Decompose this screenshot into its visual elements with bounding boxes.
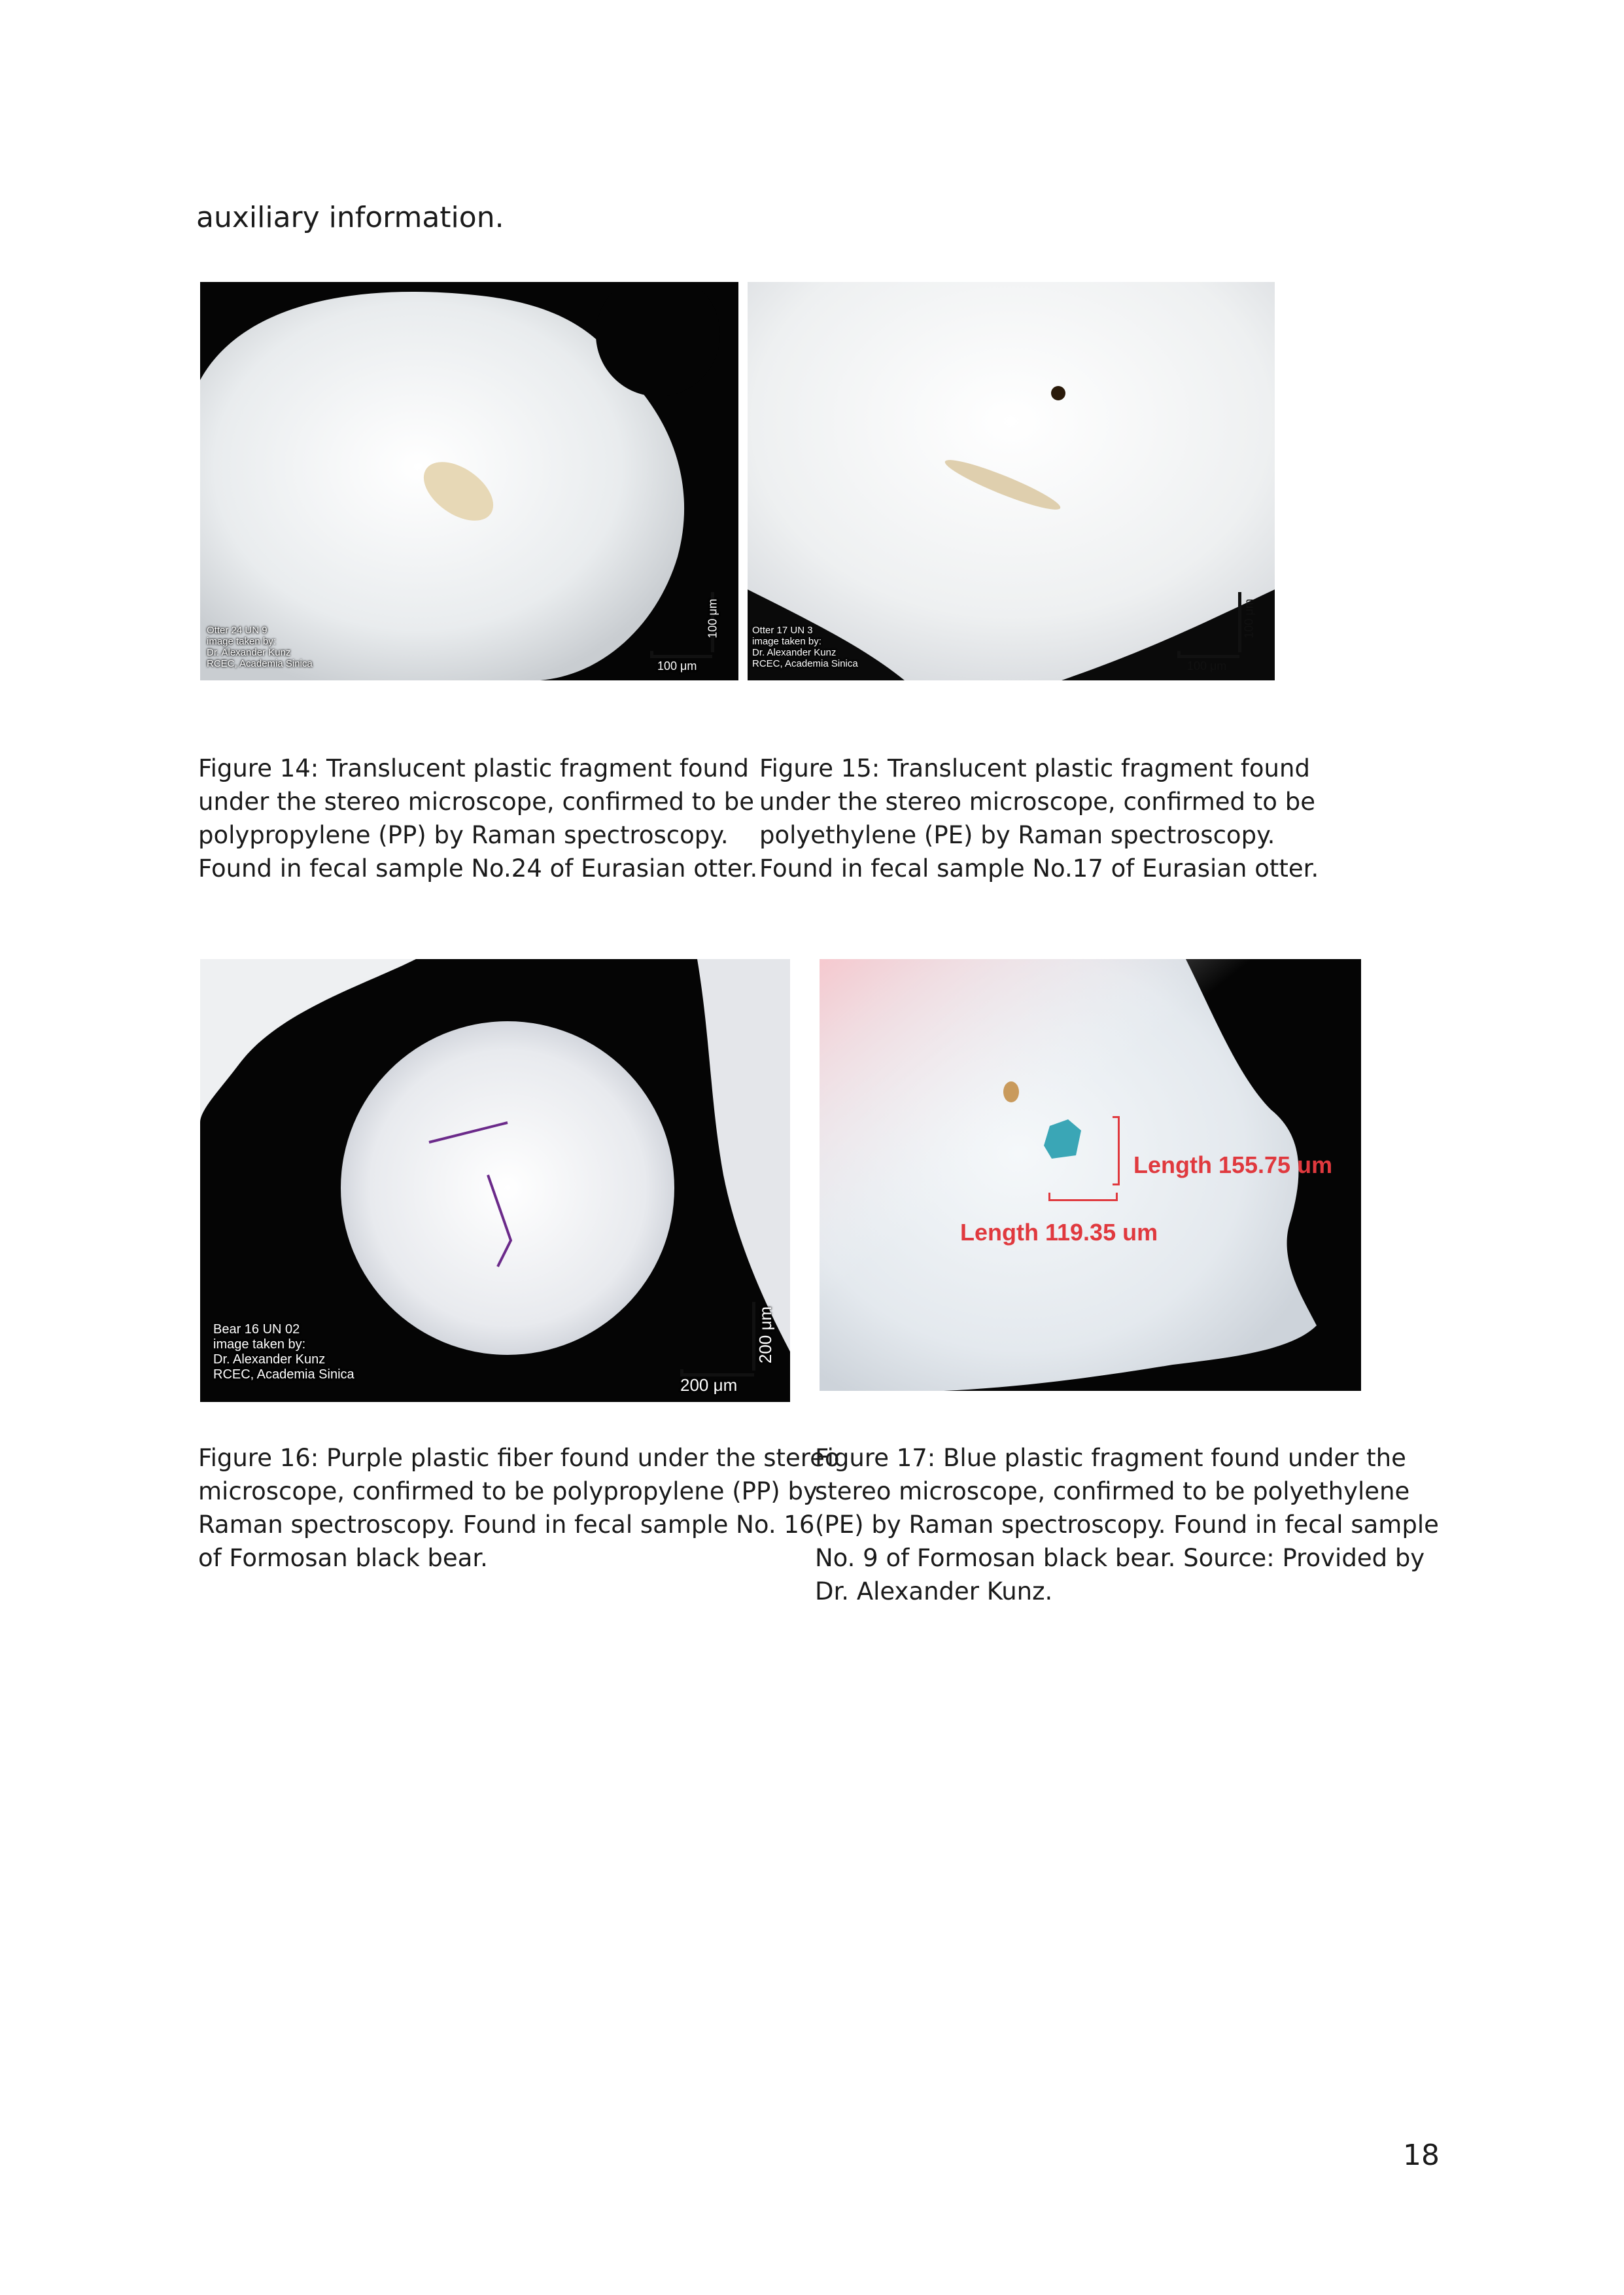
caption-line: microscope, confirmed to be polypropylene (PP) by	[198, 1477, 818, 1505]
scale-label-vertical: 100 μm	[1242, 599, 1256, 639]
figure-14-overlay	[207, 625, 313, 669]
caption-line: Figure 17: Blue plastic fragment found under the	[815, 1444, 1406, 1472]
caption-line: (PE) by Raman spectroscopy. Found in fecal sample	[815, 1511, 1439, 1539]
lead-text: auxiliary information.	[196, 201, 504, 234]
caption-line: of Formosan black bear.	[198, 1544, 488, 1572]
figure-16-overlay	[213, 1322, 354, 1382]
figure-15-image	[748, 282, 1275, 680]
measure-bracket-vertical	[1113, 1116, 1120, 1185]
overlay-line: RCEC, Academia Sinica	[752, 658, 858, 669]
caption-line: Dr. Alexander Kunz.	[815, 1577, 1053, 1605]
figure-16-caption	[198, 1441, 840, 1575]
overlay-line: Dr. Alexander Kunz	[752, 647, 837, 658]
overlay-line: image taken by:	[752, 636, 821, 647]
overlay-line: RCEC, Academia Sinica	[213, 1367, 354, 1382]
scale-label-horizontal: 100 μm	[1187, 659, 1227, 673]
figure-14-image	[200, 282, 738, 680]
caption-line: under the stereo microscope, confirmed to be	[198, 788, 754, 816]
overlay-line: Dr. Alexander Kunz	[213, 1352, 326, 1367]
scale-label-vertical: 200 μm	[755, 1306, 776, 1364]
figure-15-overlay	[752, 625, 858, 669]
scale-label-horizontal: 200 μm	[680, 1375, 738, 1395]
caption-line: No. 9 of Formosan black bear. Source: Provided by	[815, 1544, 1425, 1572]
scale-bar-horizontal	[1177, 651, 1239, 658]
caption-line: Found in fecal sample No.24 of Eurasian otter.	[198, 854, 758, 883]
figure-17-caption	[815, 1441, 1439, 1608]
caption-line: stereo microscope, confirmed to be polyethylene	[815, 1477, 1410, 1505]
scale-label-horizontal: 100 μm	[657, 659, 697, 673]
caption-line: Found in fecal sample No.17 of Eurasian otter.	[759, 854, 1319, 883]
microscope-image	[200, 282, 738, 680]
measure-bracket-horizontal	[1048, 1193, 1118, 1201]
overlay-line: RCEC, Academia Sinica	[207, 658, 313, 669]
microscope-image	[748, 282, 1275, 680]
caption-line: Raman spectroscopy. Found in fecal sample No. 16	[198, 1511, 815, 1539]
overlay-line: Otter 24 UN 9	[207, 625, 268, 636]
figure-15-caption	[759, 752, 1319, 885]
overlay-line: Bear 16 UN 02	[213, 1322, 300, 1337]
overlay-line: image taken by:	[207, 636, 276, 647]
overlay-line: Dr. Alexander Kunz	[207, 647, 291, 658]
caption-line: under the stereo microscope, confirmed to be	[759, 788, 1315, 816]
scale-label-vertical: 100 μm	[706, 599, 719, 639]
scale-bar-horizontal	[650, 651, 712, 658]
caption-line: Figure 15: Translucent plastic fragment found	[759, 754, 1310, 782]
caption-line: Figure 16: Purple plastic fiber found under the stereo	[198, 1444, 840, 1472]
caption-line: polyethylene (PE) by Raman spectroscopy.	[759, 821, 1275, 849]
scale-bar-vertical	[1238, 592, 1241, 652]
measure-label-length: Length 155.75 um	[1133, 1151, 1333, 1178]
caption-line: polypropylene (PP) by Raman spectroscopy.	[198, 821, 729, 849]
overlay-line: Otter 17 UN 3	[752, 625, 813, 636]
overlay-line: image taken by:	[213, 1337, 306, 1352]
page-number: 18	[1403, 2139, 1440, 2172]
figure-14-caption	[198, 752, 757, 885]
caption-line: Figure 14: Translucent plastic fragment found	[198, 754, 749, 782]
measure-label-length: Length 119.35 um	[960, 1219, 1158, 1246]
